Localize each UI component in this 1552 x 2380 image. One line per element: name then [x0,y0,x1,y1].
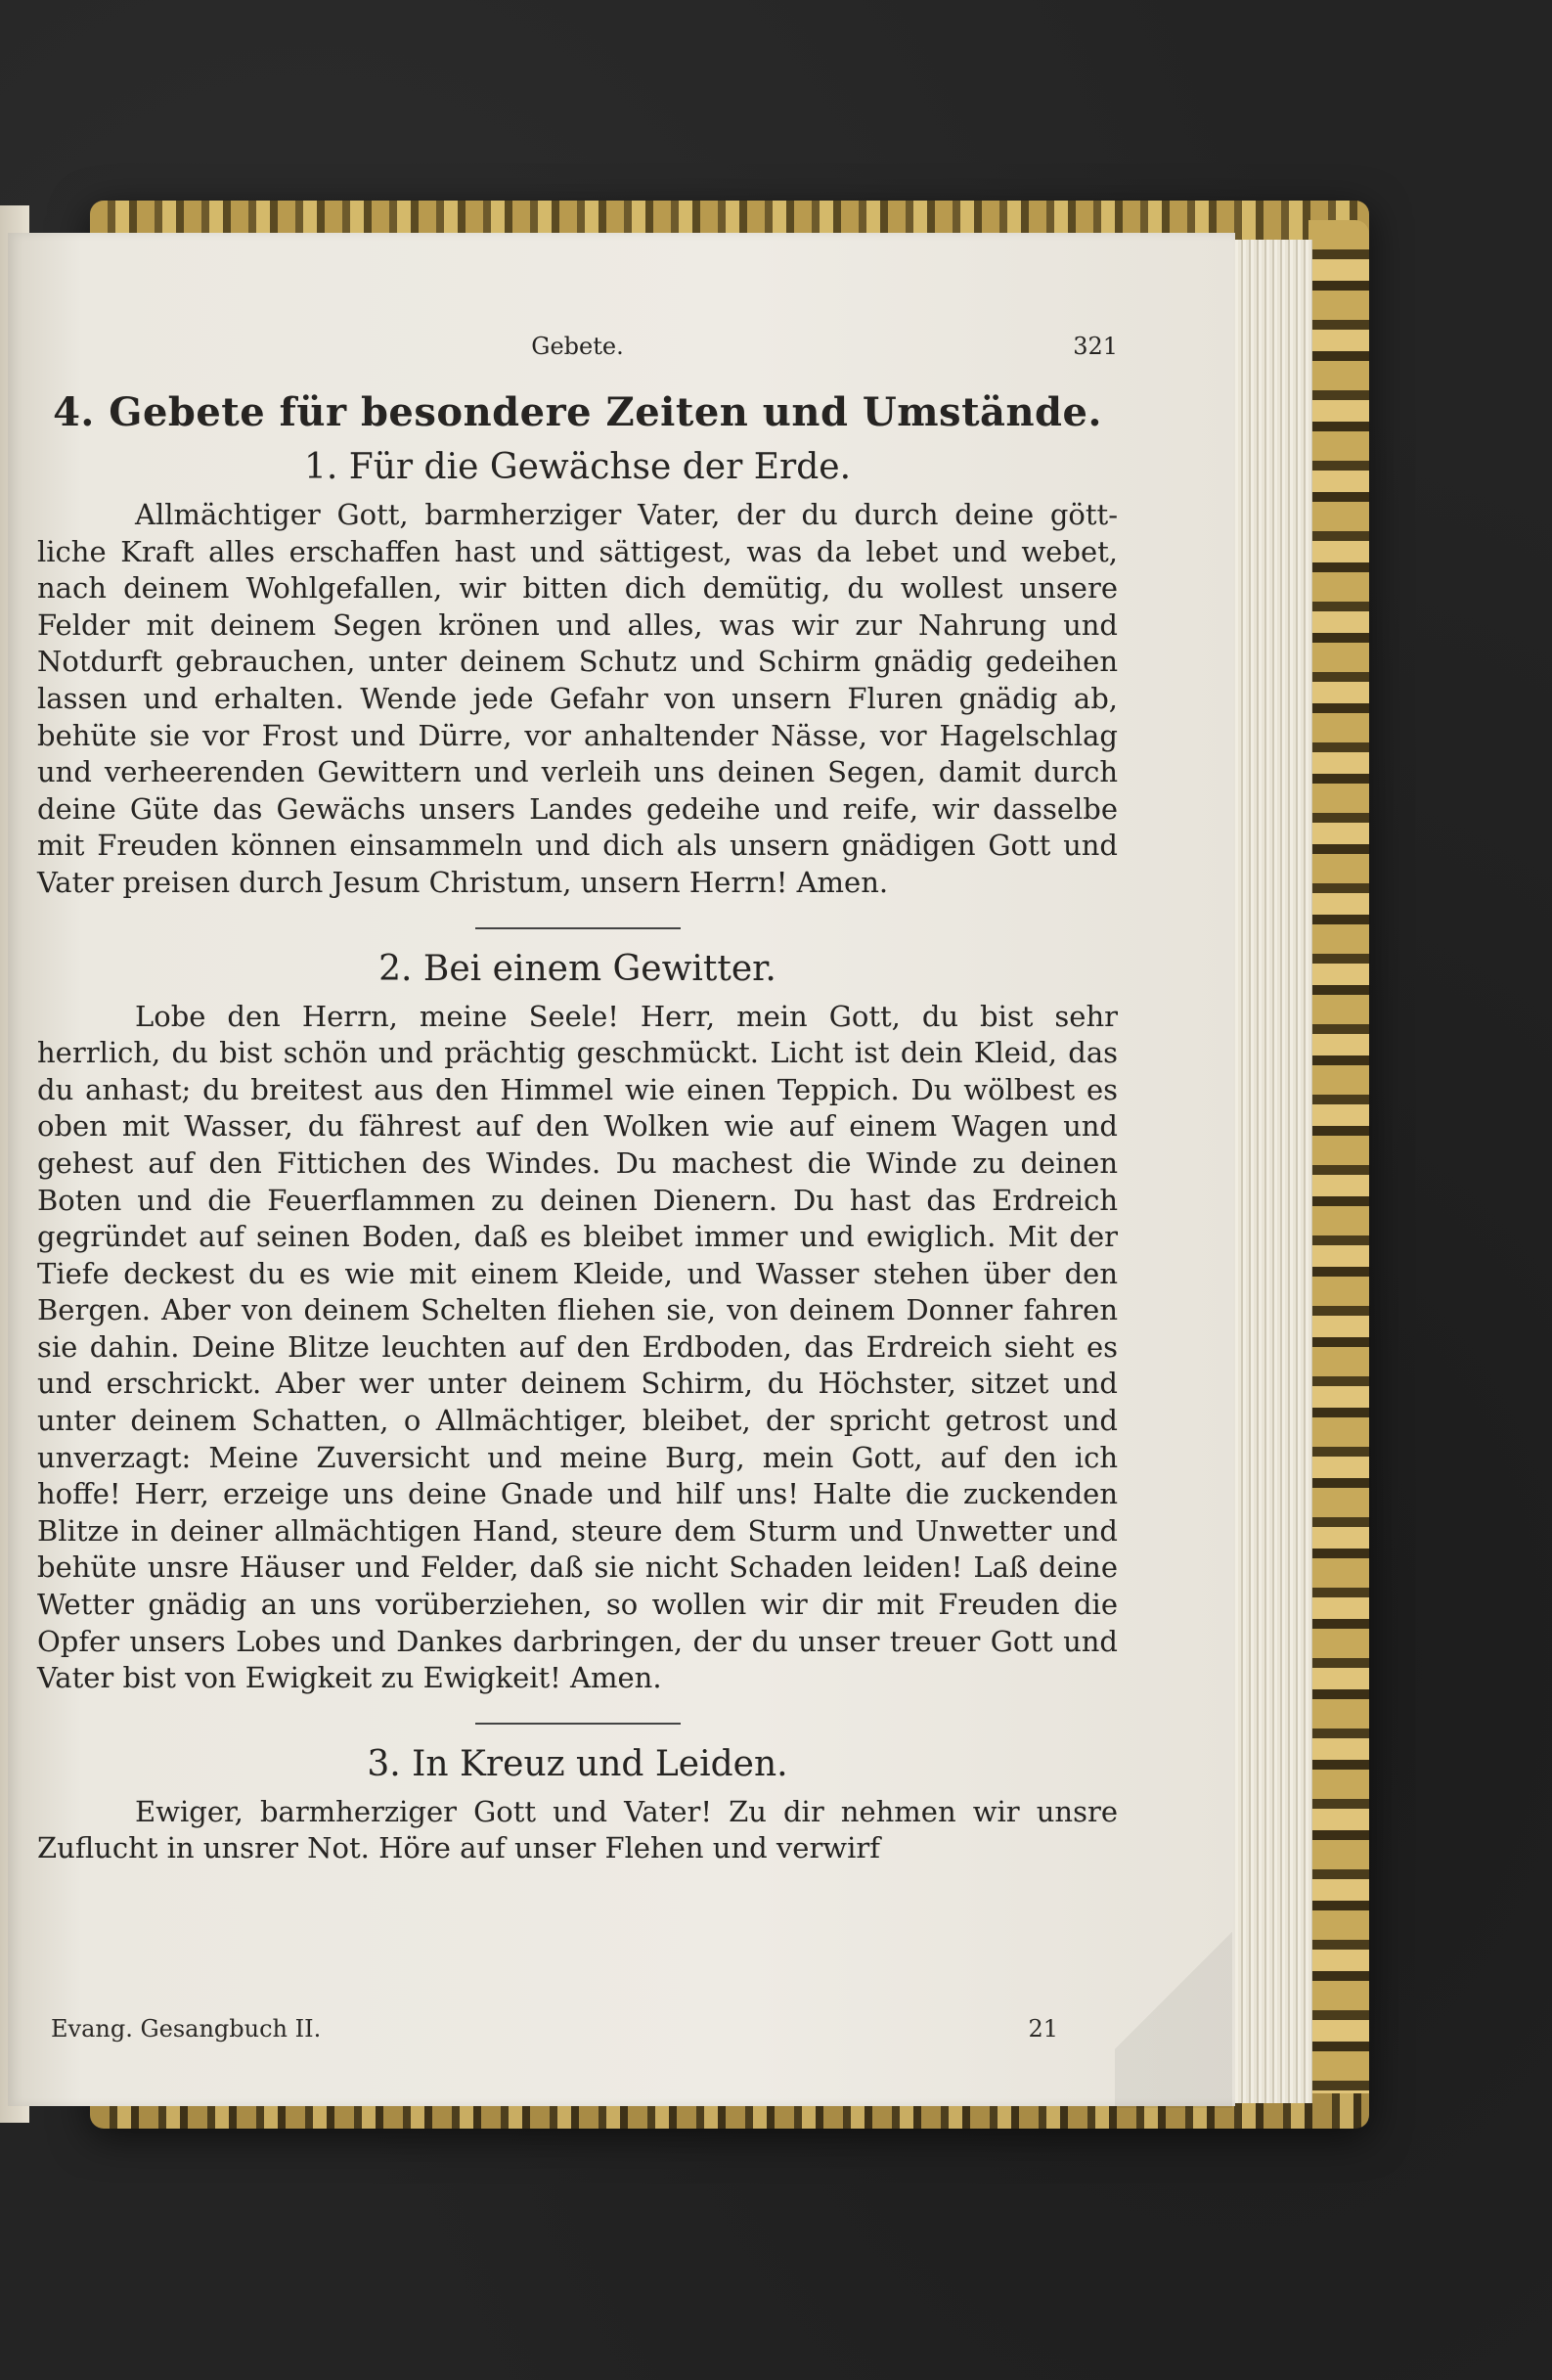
gilded-spine-ornament [1308,220,1369,2108]
page-number: 321 [1073,333,1118,360]
prayer-text: Lobe den Herrn, meine Seele! Herr, mein Gott, du bist sehr herrlich, du bist schön und prächtig geschmückt. Licht ist dein Kleid, das du anhast; du breitest aus den Himmel wie einen Teppich. Du wölbest es oben mit Wasser, du fährest auf den Wolken wie auf einem Wagen und gehest auf den Fittichen des Windes. Du machest die Winde zu deinen Boten und die Feuerflammen zu deinen Dienern. Du hast das Erdreich gegründet auf seinen Boden, daß es bleibet immer und ewiglich. Mit der Tiefe deckest du es wie mit einem Kleide, und Wasser stehen über den Bergen. Aber von deinem Schelten fliehen sie, von deinem Donner fahren sie dahin. Deine Blitze leuchten auf den Erdboden, das Erdreich sieht es und erschrickt. Aber wer unter deinem Schirm, du Höchster, sitzet und unter deinem Schatten, o Allmächtiger, bleibet, der spricht getrost und unverzagt: Meine Zuversicht und meine Burg, mein Gott, auf den ich hoffe! Herr, erzeige uns deine Gnade und hilf uns! Halte die zuckenden Blitze in deiner allmächtigen Hand, steure dem Sturm und Unwetter und behüte unsre Häuser und Felder, daß sie nicht Schaden leiden! Laß deine Wetter gnädig an uns vorüberziehen, so wollen wir dir mit Freuden die Opfer unsers Lobes und Dankes darbringen, der du unser treuer Gott und Vater bist von Ewigkeit zu Ewigkeit! Amen. [37,999,1118,1695]
section-title: 4. Gebete für besondere Zeiten und Umstände. [53,389,1102,435]
book-title-footer: Evang. Gesangbuch II. [51,2015,322,2043]
prayer-heading: 2. Bei einem Gewitter. [378,948,776,989]
section-divider [475,927,681,929]
folded-corner [1115,1873,1232,2108]
page-block-edges [1222,240,1312,2103]
running-head [37,333,1118,372]
page-footer [51,2015,1087,2050]
page-content [37,333,1118,1867]
signature-mark: 21 [1028,2015,1058,2043]
prayer-heading: 3. In Kreuz und Leiden. [367,1743,788,1784]
prayer-text: Allmächtiger Gott, barmherziger Vater, der du durch deine göttliche Kraft alles erschaffen hast und sättigest, was da lebet und webet, nach deinem Wohlgefallen, wir bitten dich demütig, du wollest unsere Felder mit deinem Segen krönen und alles, was wir zur Nahrung und Notdurft gebrauchen, unter deinem Schutz und Schirm gnädig gedeihen lassen und erhalten. Wende jede Gefahr von unsern Fluren gnädig ab, behüte sie vor Frost und Dürre, vor anhaltender Nässe, vor Hagelschlag und verheerenden Gewittern und verleih uns deinen Segen, damit durch deine Güte das Gewächs unsers Landes gedeihe und reife, wir dasselbe mit Freuden können einsammeln und dich als unsern gnädigen Gott und Vater preisen durch Jesum Christum, unsern Herrn! Amen. [37,498,1118,899]
running-title: Gebete. [531,333,624,360]
section-divider [475,1723,681,1725]
prayer-heading: 1. Für die Gewächse der Erde. [303,447,852,487]
prayer-text: Ewiger, barmherziger Gott und Vater! Zu dir nehmen wir unsre Zuflucht in unsrer Not. Höre auf unser Flehen und verwirf [37,1794,1118,1865]
